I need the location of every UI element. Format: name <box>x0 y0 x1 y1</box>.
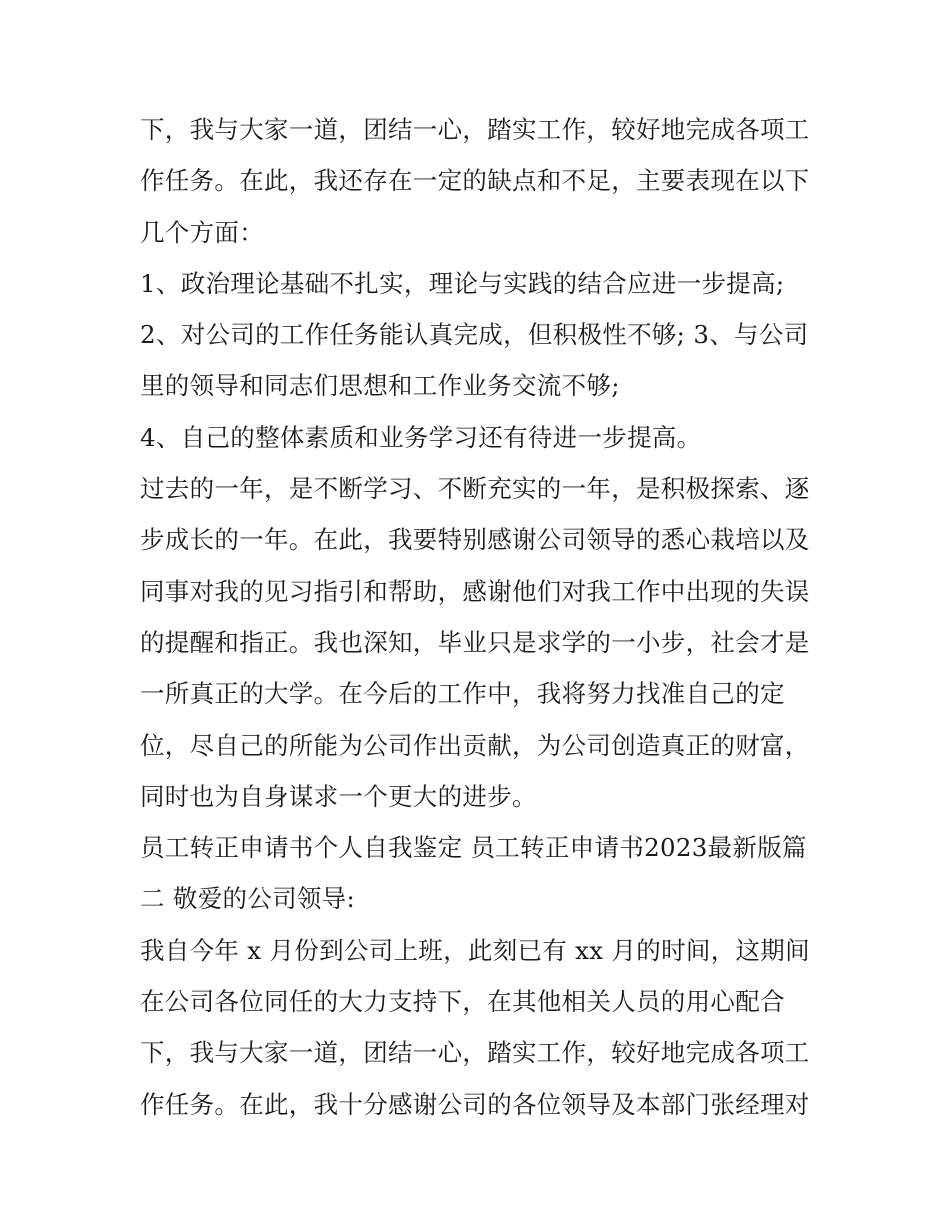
text-line: 作任务。在此，我还存在一定的缺点和不足，主要表现在以下 <box>140 166 810 196</box>
text-line: 在公司各位同任的大力支持下，在其他相关人员的用心配合 <box>140 987 785 1017</box>
text-line: 一所真正的大学。在今后的工作中，我将努力找准自己的定 <box>140 679 785 709</box>
text-line: 的提醒和指正。我也深知，毕业只是求学的一小步，社会才是 <box>140 627 810 657</box>
text-line: 下，我与大家一道，团结一心，踏实工作，较好地完成各项工 <box>140 115 810 144</box>
text-line: 步成长的一年。在此，我要特别感谢公司领导的悉心栽培以及 <box>140 525 810 555</box>
salutation-line: 二 敬爱的公司领导: <box>140 884 356 914</box>
text-line: 2、对公司的工作任务能认真完成，但积极性不够; 3、与公司 <box>140 320 809 350</box>
text-line: 下，我与大家一道，团结一心，踏实工作，较好地完成各项工 <box>140 1038 810 1068</box>
text-line: 1、政治理论基础不扎实，理论与实践的结合应进一步提高; <box>140 268 785 298</box>
section-heading-line: 员工转正申请书个人自我鉴定 员工转正申请书2023最新版篇 <box>140 833 807 863</box>
document-body <box>140 104 830 1130</box>
text-line: 几个方面： <box>140 217 264 247</box>
text-line: 同事对我的见习指引和帮助，感谢他们对我工作中出现的失误 <box>140 576 810 606</box>
text-line: 4、自己的整体素质和业务学习还有待进一步提高。 <box>140 422 702 452</box>
text-line: 位，尽自己的所能为公司作出贡献，为公司创造真正的财富， <box>140 730 810 760</box>
text-line: 过去的一年，是不断学习、不断充实的一年，是积极探索、逐 <box>140 474 810 504</box>
text-line: 我自今年 x 月份到公司上班，此刻已有 xx 月的时间，这期间 <box>140 935 810 965</box>
text-line: 作任务。在此，我十分感谢公司的各位领导及本部门张经理对 <box>140 1089 810 1119</box>
text-line: 里的领导和同志们思想和工作业务交流不够; <box>140 371 620 401</box>
text-line: 同时也为自身谋求一个更大的进步。 <box>140 781 537 811</box>
